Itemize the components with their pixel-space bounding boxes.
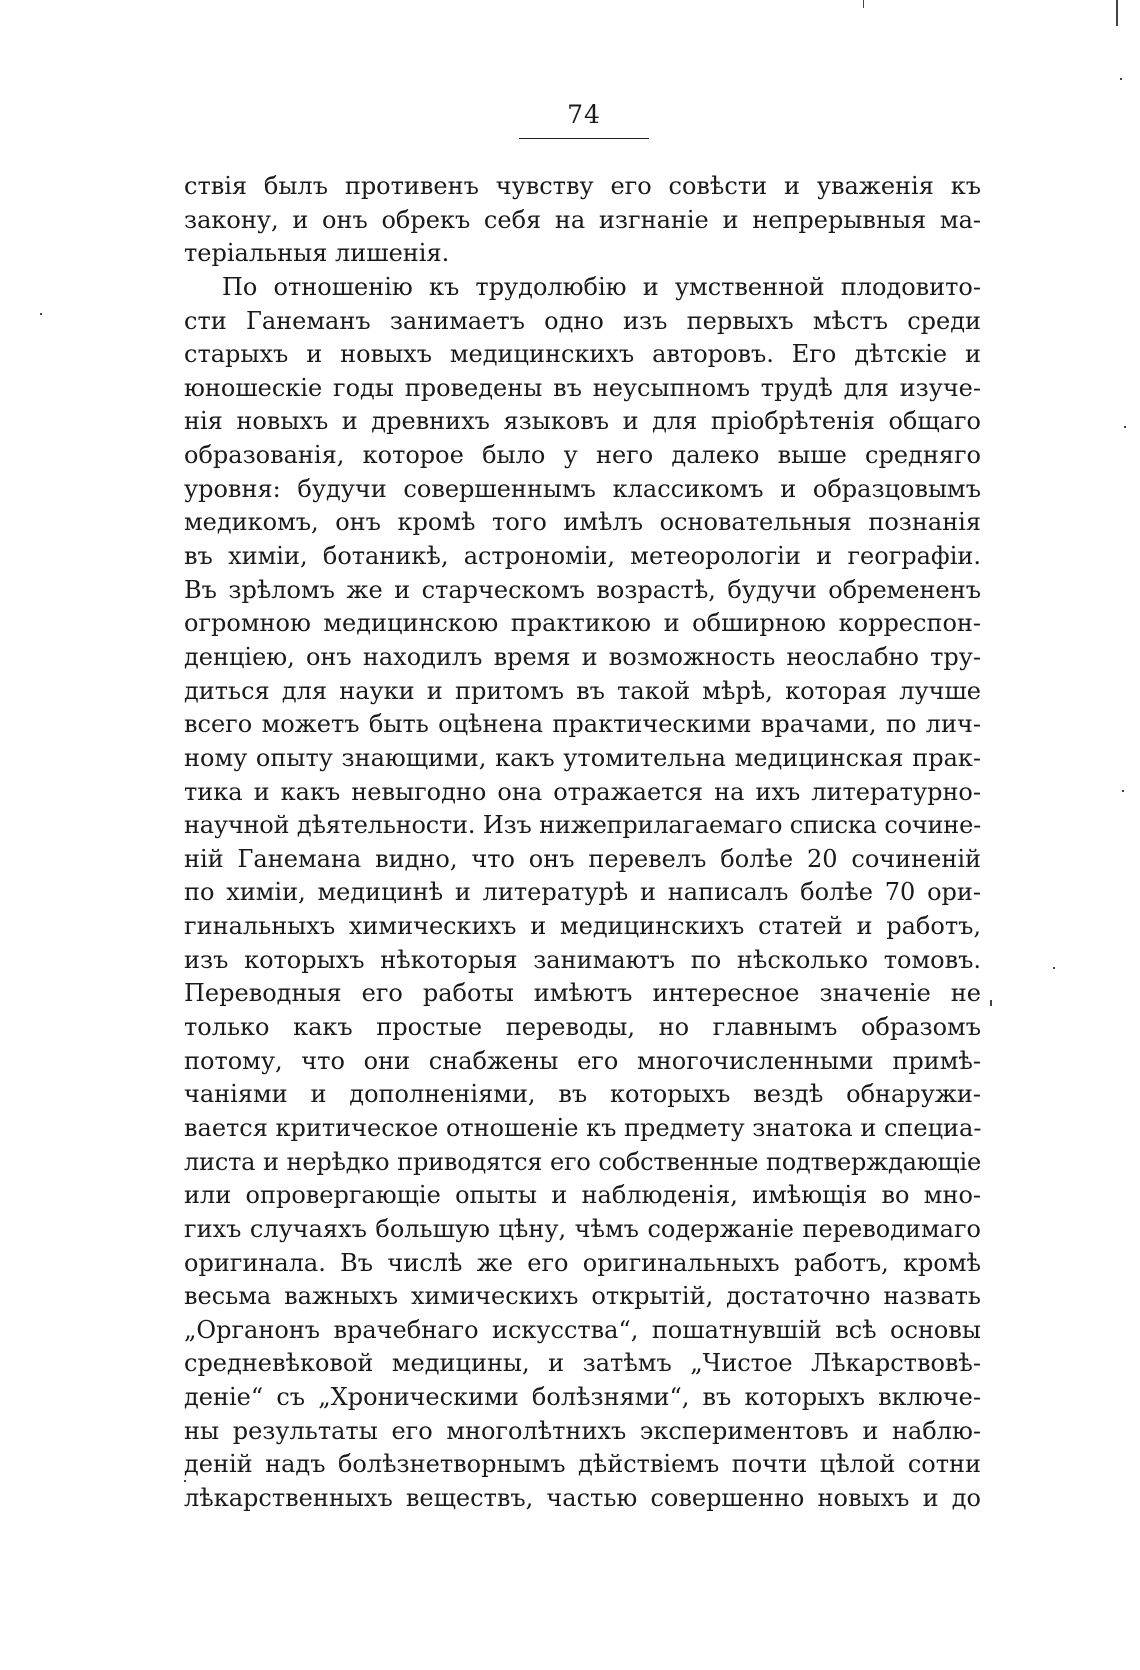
page-number-rule xyxy=(519,138,649,139)
text-line: потому, что они снабжены его многочисленными примѣ- xyxy=(184,1046,981,1075)
text-line: закону, и онъ обрекъ себя на изгнаніе и непрерывныя ма- xyxy=(184,205,981,234)
text-line: денціею, онъ находилъ время и возможность неослабно тру- xyxy=(184,642,981,671)
text-line: по химіи, медицинѣ и литературѣ и написалъ болѣе 70 ори- xyxy=(184,878,981,907)
text-line: ствія былъ противенъ чувству его совѣсти и уваженія къ xyxy=(184,172,981,200)
text-line: диться для науки и притомъ въ такой мѣрѣ, которая лучше xyxy=(184,676,981,705)
text-line: нія новыхъ и древнихъ языковъ и для пріобрѣтенія общаго xyxy=(184,407,981,436)
scan-speck xyxy=(863,0,864,8)
text-line: медикомъ, онъ кромѣ того имѣлъ основательныя познанія xyxy=(184,508,981,537)
text-line: листа и нерѣдко приводятся его собственные подтверждающіе xyxy=(184,1147,981,1176)
text-line: Переводныя его работы имѣютъ интересное значеніе не xyxy=(184,979,981,1008)
text-line: всего можетъ быть оцѣнена практическими врачами, по лич- xyxy=(184,710,981,739)
text-line: тика и какъ невыгодно она отражается на ихъ литературно- xyxy=(184,777,981,806)
text-line: ному опыту знающими, какъ утомительна медицинская прак- xyxy=(184,743,981,772)
scan-speck xyxy=(40,313,42,315)
text-line: чаніями и дополненіями, въ которыхъ вездѣ обнаружи- xyxy=(184,1080,981,1109)
text-line: вается критическое отношеніе къ предмету знатока и специа- xyxy=(184,1113,982,1142)
text-line: гихъ случаяхъ большую цѣну, чѣмъ содержаніе переводимаго xyxy=(184,1214,981,1243)
text-line: деній надъ болѣзнетворнымъ дѣйствіемъ почти цѣлой сотни xyxy=(184,1450,981,1479)
scan-speck xyxy=(1122,790,1124,792)
text-line: сти Ганеманъ занимаетъ одно изъ первыхъ мѣстъ среди xyxy=(184,306,981,335)
text-line: уровня: будучи совершеннымъ классикомъ и образцовымъ xyxy=(184,474,981,503)
text-line: огромною медицинскою практикою и обширною корреспон- xyxy=(184,609,981,638)
text-line: деніе“ съ „Хроническими болѣзнями“, въ которыхъ включе- xyxy=(184,1383,981,1412)
text-line: теріальныя лишенія. xyxy=(184,239,450,268)
text-line: средневѣковой медицины, и затѣмъ „Чистое Лѣкарствовѣ- xyxy=(184,1349,981,1378)
text-line: научной дѣятельности. Изъ нижеприлагаемаго списка сочине- xyxy=(184,811,981,840)
body-text xyxy=(184,170,981,1516)
text-line: гинальныхъ химическихъ и медицинскихъ статей и работъ, xyxy=(184,912,981,941)
text-line: старыхъ и новыхъ медицинскихъ авторовъ. Его дѣтскіе и xyxy=(184,340,981,369)
scan-speck xyxy=(990,1000,992,1006)
scan-speck xyxy=(1124,426,1126,428)
text-line: оригинала. Въ числѣ же его оригинальныхъ работъ, кромѣ xyxy=(184,1248,981,1277)
text-line: только какъ простые переводы, но главнымъ образомъ xyxy=(184,1013,981,1042)
scan-speck xyxy=(184,1480,186,1482)
scan-speck xyxy=(1053,967,1055,969)
text-line: образованія, которое было у него далеко выше средняго xyxy=(184,441,981,470)
text-line: ны результаты его многолѣтнихъ экспериментовъ и наблю- xyxy=(184,1416,981,1445)
page-number: 74 xyxy=(567,100,601,129)
text-line: весьма важныхъ химическихъ открытій, достаточно назвать xyxy=(184,1282,981,1311)
text-line: изъ которыхъ нѣкоторыя занимаютъ по нѣсколько томовъ. xyxy=(184,945,981,974)
text-line: юношескіе годы проведены въ неусыпномъ трудѣ для изуче- xyxy=(184,373,981,402)
scan-speck xyxy=(1120,78,1122,80)
text-line: или опровергающіе опыты и наблюденія, имѣющія во мно- xyxy=(184,1181,981,1210)
text-line: По отношенію къ трудолюбію и умственной плодовито- xyxy=(222,272,981,301)
text-line: ній Ганемана видно, что онъ перевелъ болѣе 20 сочиненій xyxy=(184,844,981,873)
text-line: въ химіи, ботаникѣ, астрономіи, метеорологіи и географіи. xyxy=(184,542,981,571)
scan-speck xyxy=(1116,0,1118,26)
text-line: „Органонъ врачебнаго искусства“, пошатнувшій всѣ основы xyxy=(184,1315,981,1344)
text-line: лѣкарственныхъ веществъ, частью совершенно новыхъ и до xyxy=(184,1483,981,1512)
text-line: Въ зрѣломъ же и старческомъ возрастѣ, будучи обремененъ xyxy=(184,575,981,604)
